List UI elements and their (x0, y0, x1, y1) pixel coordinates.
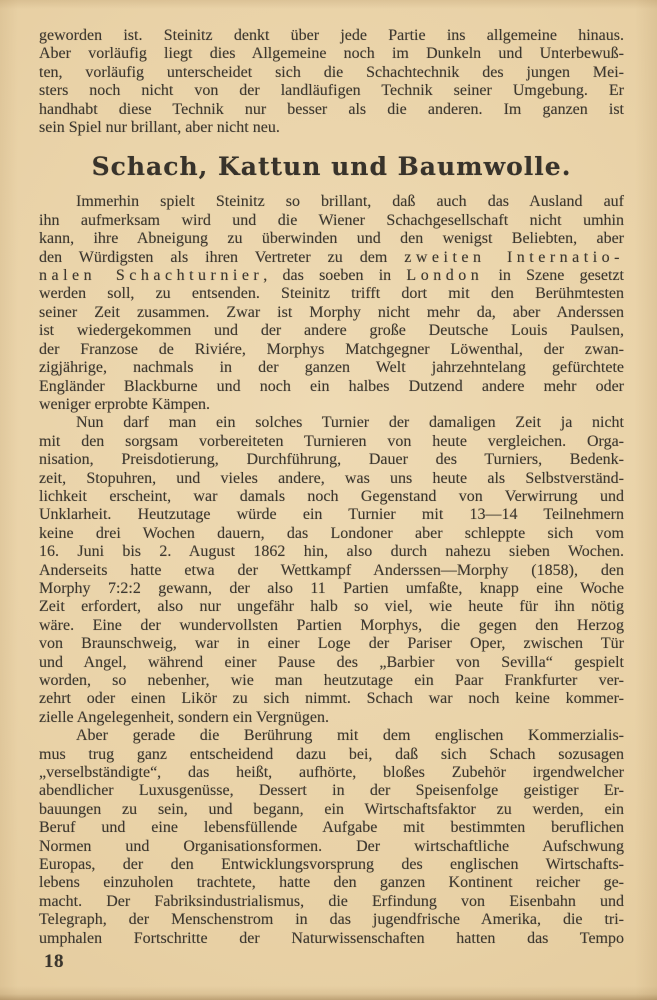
text-line: Normen und Organisationsformen. Der wirtschaftliche Aufschwung (39, 837, 624, 855)
text-line: Nun darf man ein solches Turnier der damaligen Zeit ja nicht (76, 414, 624, 432)
text-line: macht. Der Fabriksindustrialismus, die Erfindung von Eisenbahn und (39, 892, 624, 910)
text-line: mit den sorgsam vorbereiteten Turnieren von heute vergleichen. Orga- (39, 432, 624, 450)
text-line: Anderseits hatte etwa der Wettkampf Anderssen—Morphy (1858), den (39, 561, 624, 579)
page-number: 18 (44, 951, 64, 972)
text-line: ihn aufmerksam wird und die Wiener Schachgesellschaft nicht umhin (39, 211, 624, 229)
text-line: seiner Zeit zusammen. Zwar ist Morphy nicht mehr da, aber Anderssen (39, 303, 624, 321)
text-line: geworden ist. Steinitz denkt über jede Partie ins allgemeine hinaus. (39, 27, 624, 44)
text-line: zielle Angelegenheit, sondern ein Vergnügen. (39, 708, 329, 726)
text-line: der Franzose de Riviére, Morphys Matchgegner Löwenthal, der zwan- (39, 340, 624, 358)
text-line: Morphy 7:2:2 gewann, der also 11 Partien umfaßte, knapp eine Woche (39, 579, 624, 597)
text-line: Beruf und eine lebensfüllende Aufgabe mit bestimmten beruflichen (39, 819, 624, 837)
text-line: Aber gerade die Berührung mit dem englischen Kommerzialis- (76, 727, 624, 745)
text-line: sein Spiel nur brillant, aber nicht neu. (39, 119, 280, 137)
text-line: zeit, Stopuhren, und vieles andere, was uns heute als Selbstverständ- (39, 469, 624, 487)
paragraph (39, 27, 624, 137)
text-line: wäre. Eine der wundervollsten Partien Morphys, die gegen den Herzog (39, 616, 624, 634)
text-line: 16. Juni bis 2. August 1862 hin, also durch nahezu sieben Wochen. (39, 543, 624, 561)
text-line: Telegraph, der Menschenstrom in das jugendfrische Amerika, die tri- (39, 911, 624, 929)
text-line: keine drei Wochen dauern, das Londoner aber schleppte sich vom (39, 524, 624, 542)
text-line: Aber vorläufig liegt dies Allgemeine noch im Dunkeln und Unterbewuß- (39, 45, 624, 63)
text-line: ten, vorläufig unterscheidet sich die Schachtechnik des jungen Mei- (39, 63, 624, 81)
text-line: nisation, Preisdotierung, Durchführung, Dauer des Turniers, Bedenk- (39, 451, 624, 469)
letterspaced-text: nalen Schachturnier (39, 267, 264, 285)
paragraph (39, 414, 624, 727)
text-line: Immerhin spielt Steinitz so brillant, daß auch das Ausland auf (76, 193, 624, 211)
text-line: Engländer Blackburne und noch ein halbes Dutzend andere mehr oder (39, 377, 624, 395)
text-line: abendlicher Luxusgenüsse, Dessert in der Speisenfolge geistiger Er- (39, 782, 624, 800)
text-line: nalen Schachturnier, das soeben in London in Szene gesetzt (39, 267, 624, 285)
text-line: sters noch nicht von der landläufigen Technik seiner Umgebung. Er (39, 82, 624, 100)
text-line: werden soll, zu entsenden. Steinitz trifft dort mit den Berühmtesten (39, 285, 624, 303)
text-line: Unklarheit. Heutzutage würde ein Turnier mit 13—14 Teilnehmern (39, 506, 624, 524)
text-line: Europas, der den Entwicklungsvorsprung des englischen Wirtschafts- (39, 856, 624, 874)
letterspaced-text: London (406, 267, 484, 285)
text-line: Zeit erfordert, also nur ungefähr halb so viel, wie heute für ihn nötig (39, 598, 624, 616)
text-line: lichkeit erscheint, war damals noch Gegenstand von Verwirrung und (39, 487, 624, 505)
text-line: zigjährige, nachmals in der ganzen Welt jahrzehntelang gefürchtete (39, 359, 624, 377)
text-line: weniger erprobte Kämpen. (39, 395, 211, 413)
text-line: und Angel, während einer Pause des „Barbier von Sevilla“ gespielt (39, 653, 624, 671)
text-line: den Würdigsten als ihren Vertreter zu dem zweiten Internatio- (39, 248, 624, 266)
text-line: von Braunschweig, war in einer Loge der Pariser Oper, zwischen Tür (39, 635, 624, 653)
text-line: „verselbständigte“, das heißt, aufhörte, bloßes Zubehör irgendwelcher (39, 764, 624, 782)
letterspaced-text: zweiten Internatio- (404, 248, 624, 266)
paragraph (39, 727, 624, 948)
text-line: kann, ihre Abneigung zu überwinden und den wenigst Beliebten, aber (39, 230, 624, 248)
text-line: handhabt diese Technik nur besser als die anderen. Im ganzen ist (39, 100, 624, 118)
text-line: bauungen zu sein, und begann, ein Wirtschaftsfaktor zu werden, ein (39, 800, 624, 818)
text-line: worden, so nebenher, wie man heutzutage ein Paar Frankfurter ver- (39, 672, 624, 689)
text-line: ist wiedergekommen und der andere große Deutsche Louis Paulsen, (39, 322, 624, 340)
text-line: lebens einzuholen trachtete, hatte den ganzen Kontinent reicher ge- (39, 874, 624, 892)
text-line: mus trug ganz entscheidend dazu bei, daß sich Schach sozusagen (39, 745, 624, 763)
text-line: umphalen Fortschritte der Naturwissenschaften hatten das Tempo (39, 929, 624, 947)
section-heading: Schach, Kattun und Baumwolle. (91, 152, 572, 182)
text-line: zehrt oder einen Likör zu sich nimmt. Schach war noch keine kommer- (39, 690, 624, 708)
body-text (39, 27, 624, 948)
paragraph (39, 193, 624, 414)
